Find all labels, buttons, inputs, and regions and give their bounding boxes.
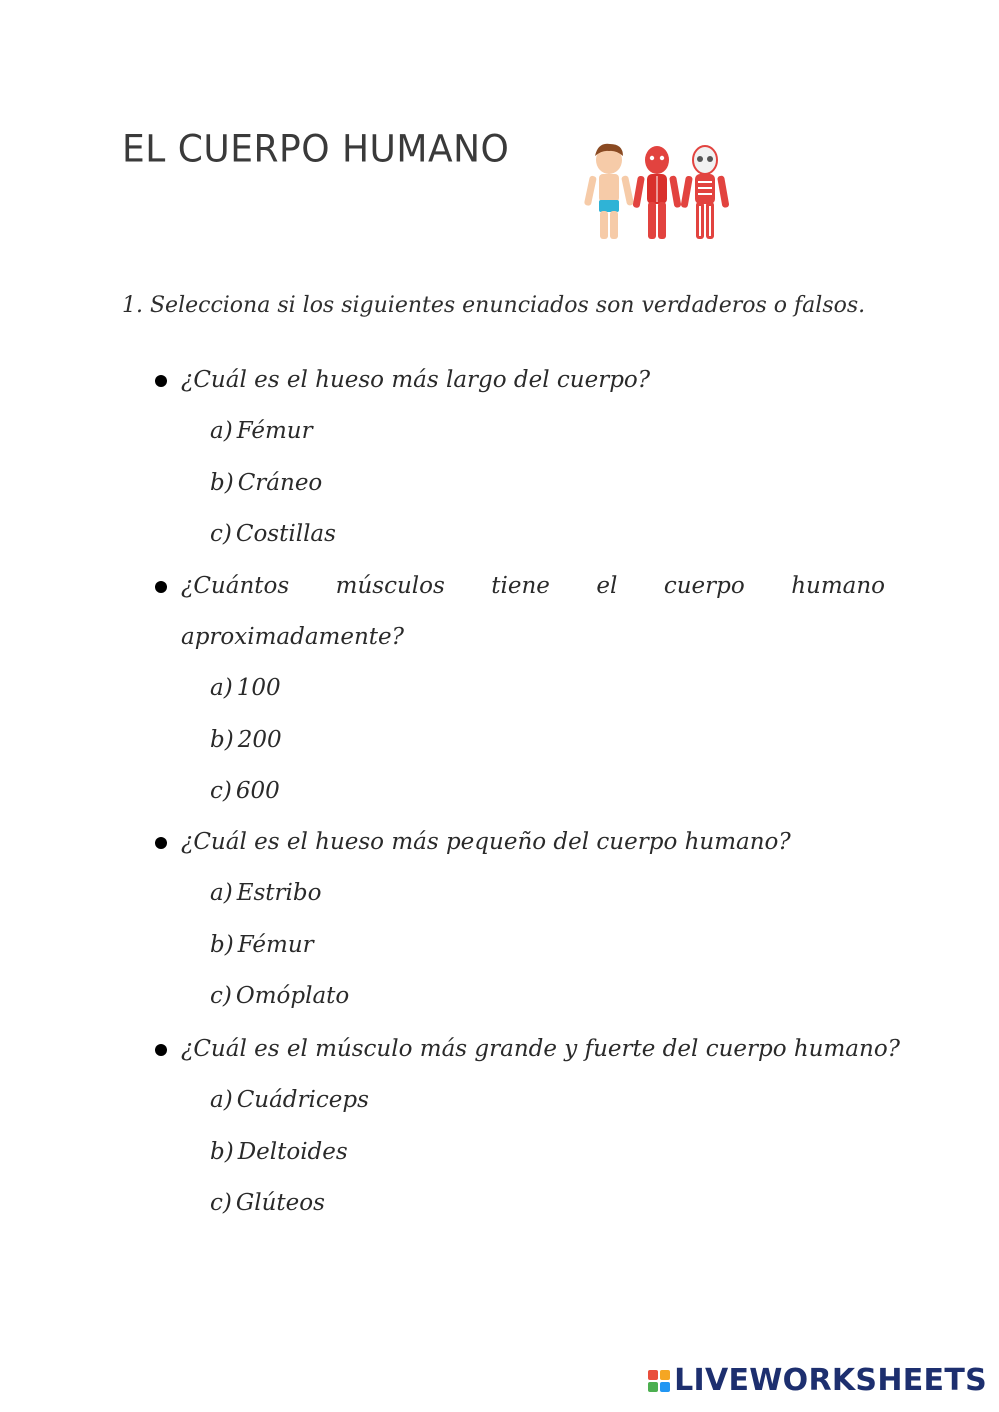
page-title: EL CUERPO HUMANO bbox=[122, 128, 510, 172]
option-item[interactable]: b) Deltoides bbox=[210, 1138, 348, 1165]
question-text: ¿Cuál es el hueso más largo del cuerpo? bbox=[155, 355, 885, 406]
question-block bbox=[155, 355, 885, 561]
liveworksheets-logo-icon bbox=[648, 1370, 670, 1392]
bullet-icon bbox=[155, 375, 167, 387]
option-item[interactable]: c) Glúteos bbox=[210, 1190, 325, 1216]
question-block bbox=[155, 817, 885, 1023]
boy-figure bbox=[584, 144, 634, 239]
option-item[interactable]: b) 200 bbox=[210, 726, 282, 753]
bullet-icon bbox=[155, 1044, 167, 1056]
question-text-continued: aproximadamente? bbox=[181, 624, 404, 650]
question-block bbox=[155, 561, 885, 818]
option-item[interactable]: c) Costillas bbox=[210, 521, 336, 547]
skeleton-figure bbox=[680, 146, 729, 239]
brand-name: LIVEWORKSHEETS bbox=[674, 1363, 987, 1398]
option-item[interactable]: a) Fémur bbox=[210, 418, 313, 444]
option-item[interactable]: b) Fémur bbox=[210, 931, 314, 958]
bullet-icon bbox=[155, 837, 167, 849]
liveworksheets-footer[interactable] bbox=[648, 1363, 987, 1398]
option-item[interactable]: a) Cuádriceps bbox=[210, 1087, 369, 1113]
human-body-figures-icon bbox=[580, 140, 740, 245]
bullet-icon bbox=[155, 581, 167, 593]
question-block bbox=[155, 1024, 901, 1230]
instruction-text: 1. Selecciona si los siguientes enunciados son verdaderos o falsos. bbox=[122, 293, 866, 318]
option-item[interactable]: b) Cráneo bbox=[210, 469, 323, 496]
option-item[interactable]: a) 100 bbox=[210, 675, 281, 701]
question-text: ¿Cuántos músculos tiene el cuerpo humano bbox=[155, 561, 885, 612]
option-item[interactable]: c) Omóplato bbox=[210, 983, 350, 1009]
muscle-figure bbox=[632, 146, 681, 239]
option-item[interactable]: a) Estribo bbox=[210, 880, 322, 906]
question-text: ¿Cuál es el músculo más grande y fuerte del cuerpo humano? bbox=[155, 1024, 885, 1075]
option-item[interactable]: c) 600 bbox=[210, 778, 280, 804]
question-text: ¿Cuál es el hueso más pequeño del cuerpo humano? bbox=[155, 817, 885, 868]
